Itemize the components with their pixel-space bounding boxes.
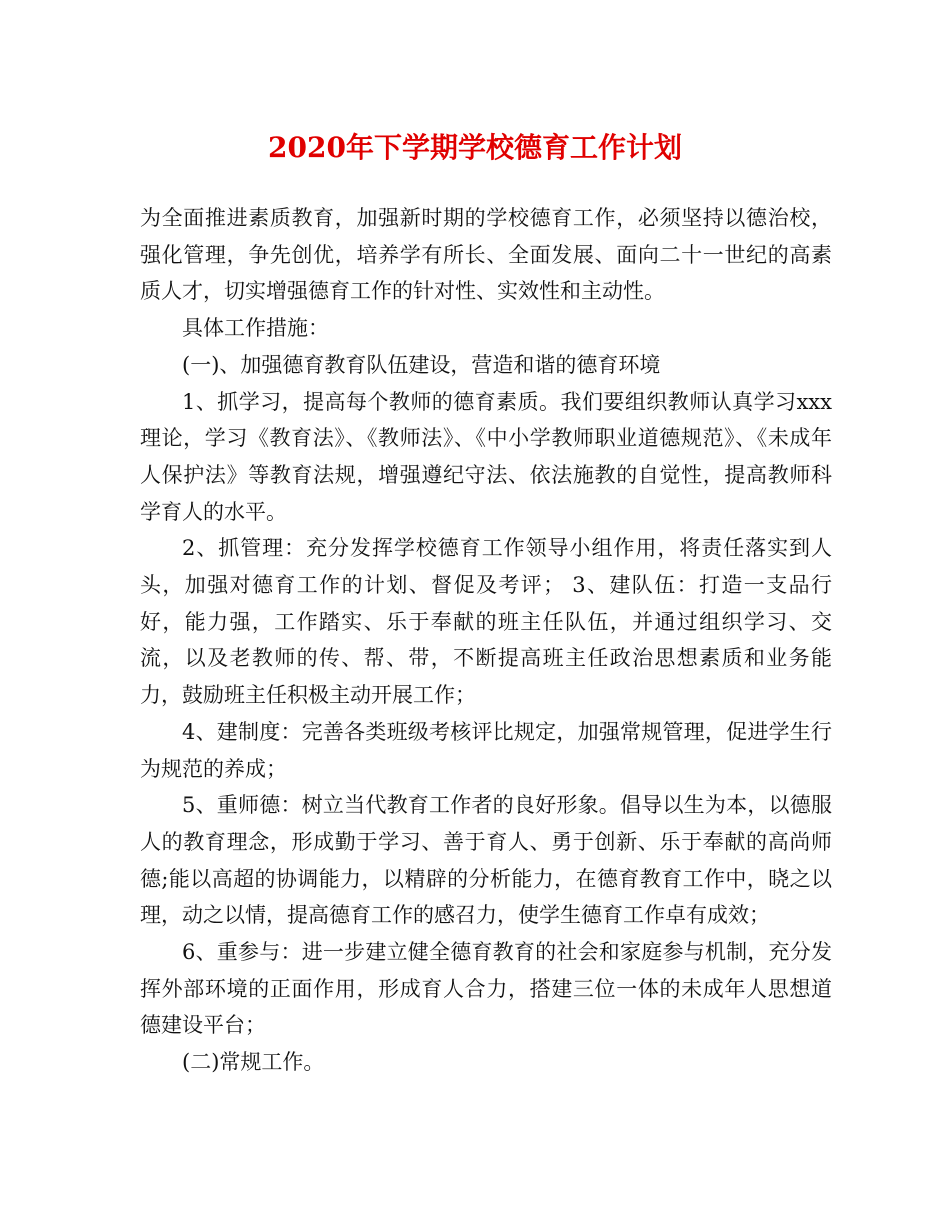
paragraph-item-2-3: 2、抓管理：充分发挥学校德育工作领导小组作用，将责任落实到人头，加强对德育工作的计划、督促及考评； 3、建队伍：打造一支品行好，能力强，工作踏实、乐于奉献的班主任队伍，并通过组织学习、交流，以及老教师的传、帮、带，不断提高班主任政治思想素质和业务能力，鼓励班主任积极主动开展工作； xyxy=(140,536,832,708)
paragraph-item-1: 1、抓学习，提高每个教师的德育素质。我们要组织教师认真学习xxx理论，学习《教育法》、《教师法》、《中小学教师职业道德规范》、《未成年人保护法》等教育法规，增强遵纪守法、依法施教的自觉性，提高教师科学育人的水平。 xyxy=(140,389,832,524)
paragraph-intro: 为全面推进素质教育，加强新时期的学校德育工作，必须坚持以德治校，强化管理，争先创优，培养学有所长、全面发展、面向二十一世纪的高素质人才，切实增强德育工作的针对性、实效性和主动性。 xyxy=(140,206,832,304)
section-heading-1: (一)、加强德育教育队伍建设，营造和谐的德育环境 xyxy=(182,352,661,377)
paragraph-item-6: 6、重参与：进一步建立健全德育教育的社会和家庭参与机制，充分发挥外部环境的正面作用，形成育人合力，搭建三位一体的未成年人思想道德建设平台； xyxy=(140,940,832,1038)
paragraph-item-5: 5、重师德：树立当代教育工作者的良好形象。倡导以生为本，以德服人的教育理念，形成勤于学习、善于育人、勇于创新、乐于奉献的高尚师德;能以高超的协调能力，以精辟的分析能力，在德育教育工作中，晓之以理，动之以情，提高德育工作的感召力，使学生德育工作卓有成效； xyxy=(140,793,832,928)
section-heading-2: (二)常规工作。 xyxy=(182,1050,325,1075)
paragraph-item-4: 4、建制度：完善各类班级考核评比规定，加强常规管理，促进学生行为规范的养成； xyxy=(140,719,832,781)
paragraph-measures-heading: 具体工作措施： xyxy=(182,316,329,341)
document-title: 2020年下学期学校德育工作计划 xyxy=(268,131,682,164)
document-body xyxy=(140,200,832,1081)
